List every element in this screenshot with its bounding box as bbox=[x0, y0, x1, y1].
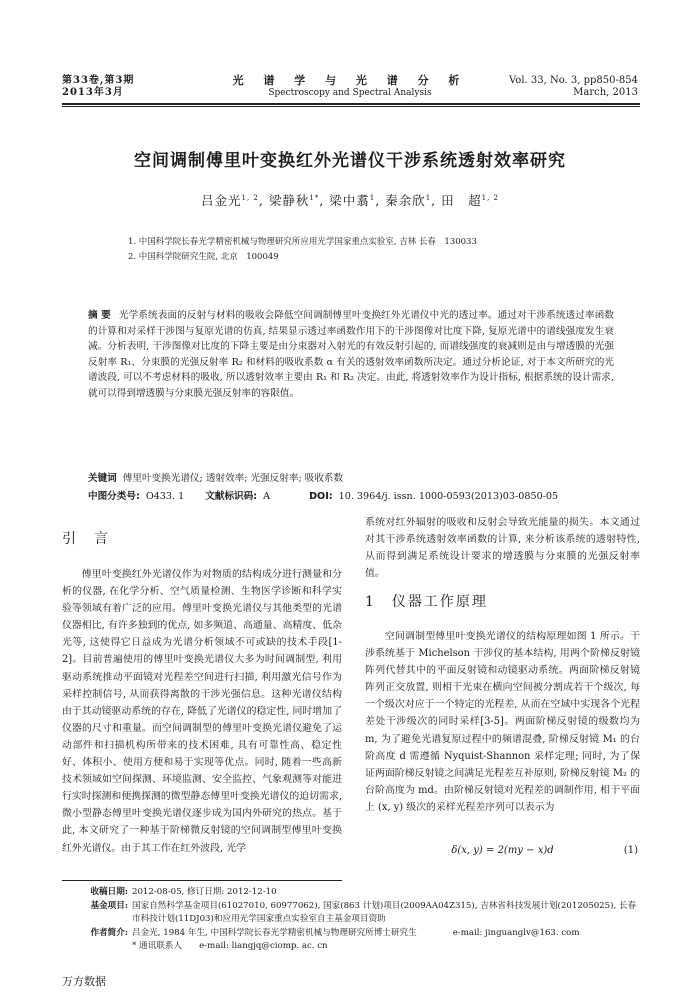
right-column-body bbox=[365, 628, 640, 816]
paper-title: 空间调制傅里叶变换红外光谱仪干涉系统透射效率研究 bbox=[134, 151, 566, 171]
footnote-corresponding bbox=[62, 940, 640, 954]
clc-code: O433. 1 bbox=[145, 491, 185, 502]
author-list: 吕金光$^{1, 2}$, 梁静秋$^{1*}$, 梁中翥$^1$, 秦余欣$^1$, 田 超$^{1, 2}$ bbox=[200, 193, 499, 208]
keywords-text: 傅里叶变换光谱仪; 透射效率; 光强反射率; 吸收系数 bbox=[122, 473, 344, 484]
author-affiliation-mark: 1, 2 bbox=[241, 193, 259, 202]
keywords bbox=[88, 472, 628, 486]
clc-label: 中图分类号: bbox=[88, 491, 140, 502]
abstract-label: 摘 要 bbox=[88, 310, 111, 321]
author-name: 吕金光 bbox=[200, 193, 242, 208]
doc-code: A bbox=[263, 491, 271, 502]
paragraph: 傅里叶变换红外光谱仪作为对物质的结构成分进行测量和分析的仪器, 在化学分析、空气质量检测、生物医学诊断和科学实验等领域有着广泛的应用。傅里叶变换光谱仪与其他类型的光谱仪器相比, 有许多独到的优点, 如多频道、高通量、高精度、低杂光等, 这使得它日益成为光谱分析领域不可或缺的技术手段[1-2]。目前普遍使用的傅里叶变换光谱仪大多为时间调制型, 利用驱动系统推动平面镜对光程差空间进行扫描, 利用激光信号作为采样控制信号, 从而获得离散的干涉光强信息。这种光谱仪结构由于其动镜驱动系统的存在, 降低了光谱仪的稳定性, 同时增加了仪器的尺寸和重量。而空间调制型的傅里叶变换光谱仪避免了运动部件和扫描机构所带来的技术困难, 具有可靠性高、稳定性好、体积小、使用方便和易于实现等优点。同时, 随着一些高新技术领域如空间探测、环境监测、安全监控、气象观测等对能进行实时探测和便携探测的微型静态傅里叶变换光谱仪的迫切需求, 微小型静态傅里叶变换光谱仪逐步成为国内外研究的热点。基于此, 本文研究了一种基于阶梯微反射镜的空间调制型傅里叶变换红外光谱仪。由于其工作在红外波段, 光学 bbox=[62, 569, 342, 854]
footnote-label: 作者简介: bbox=[90, 927, 128, 938]
header-volume-cn: 第33卷,第3期 bbox=[62, 75, 135, 86]
footnote-text: 2012-08-05, 修订日期: 2012-12-10 bbox=[132, 887, 277, 897]
footnote-rule bbox=[62, 880, 342, 881]
header-date-en: March, 2013 bbox=[573, 87, 638, 98]
journal-name-en: Spectroscopy and Spectral Analysis bbox=[268, 88, 432, 98]
paragraph: 系统对红外辐射的吸收和反射会导致光能量的损失。本文通过对其干涉系统透射效率函数的计算, 来分析该系统的透射特性, 从而得到满足系统设计要求的增透膜与分束膜的光强反射率值。 bbox=[365, 517, 640, 580]
author-name: 梁中翥 bbox=[329, 193, 370, 208]
footnote-text: * 通讯联系人 e-mail: liangjq@ciomp. ac. cn bbox=[132, 941, 328, 951]
footnote-funding bbox=[62, 900, 640, 927]
author-affiliation-mark: 1 bbox=[425, 193, 432, 202]
affiliation-2: 2. 中国科学院研究生院, 北京 100049 bbox=[128, 252, 279, 262]
classification-line bbox=[88, 490, 628, 504]
abstract bbox=[88, 308, 614, 401]
left-column-body bbox=[62, 566, 342, 857]
header-issue bbox=[509, 75, 638, 99]
doc-code-label: 文献标识码: bbox=[205, 491, 258, 502]
equation-1 bbox=[365, 845, 640, 856]
abstract-text: 光学系统表面的反射与材料的吸收会降低空间调制傅里叶变换红外光谱仪中光的透过率。通过对干涉系统透过率函数的计算和对采样干涉图与复原光谱的仿真, 结果显示透过率函数作用下的干涉图像对比度下降, 复原光谱中的谱线强度发生衰减。分析表明, 干涉图像对比度的下降主要是由分束器对入射光的有效反射引起的, 而谱线强度的衰减则是由与增透膜的光强反射率 R₁、分束膜的光强反射率 R₂ 和材料的吸收系数 α 有关的透射效率函数所决定。通过分析论证, 对于本文所研究的光谱波段, 可以不考虑材料的吸收, 所以透射效率主要由 R₁ 和 R₂ 决定。由此, 将透射效率作为设计指标, 根据系统的设计需求, 就可以得到增透膜与分束膜光强反射率的容限值。 bbox=[88, 310, 615, 399]
footnote-label: 收稿日期: bbox=[90, 887, 128, 897]
section-heading-1: 1 仪器工作原理 bbox=[365, 594, 488, 610]
footnote-text: 国家自然科学基金项目(61027010, 60977062), 国家(863 计划)项目(2009AA04Z315), 吉林省科技发展计划(201205025), 长春市科技计划(11DJ03)和应用光学国家重点实验室自主基金项目资助 bbox=[132, 900, 637, 924]
author-name: 梁静秋 bbox=[268, 193, 310, 208]
section-heading-intro: 引 言 bbox=[62, 531, 110, 547]
journal-name-cn: 光 谱 学 与 光 谱 分 析 bbox=[232, 74, 468, 87]
footnote-received bbox=[62, 886, 640, 900]
author-affiliation-mark: 1 bbox=[369, 193, 376, 202]
header-rule-thin bbox=[62, 106, 640, 107]
author-email[interactable]: e-mail: jinguanglv@163. com bbox=[452, 927, 580, 938]
affiliation-1: 1. 中国科学院长春光学精密机械与物理研究所应用光学国家重点实验室, 吉林 长春 130033 bbox=[128, 237, 477, 247]
footnote-label bbox=[62, 940, 128, 954]
footnote-author-bio bbox=[62, 927, 640, 941]
author-name: 田 超 bbox=[441, 193, 482, 208]
footnote-text: 吕金光, 1984 年生, 中国科学院长春光学精密机械与物理研究所博士研究生 bbox=[132, 927, 417, 938]
header-volume-en: Vol. 33, No. 3, pp850-854 bbox=[509, 75, 638, 86]
doi-label: DOI: bbox=[309, 491, 333, 502]
author-affiliation-mark: 1, 2 bbox=[481, 193, 499, 202]
keywords-label: 关键词 bbox=[88, 473, 117, 484]
footnotes bbox=[62, 886, 640, 954]
watermark-text: 万方数据 bbox=[62, 975, 106, 988]
author-affiliation-mark: 1* bbox=[309, 193, 320, 202]
header-rule bbox=[62, 103, 640, 105]
doi: 10. 3964/j. issn. 1000-0593(2013)03-0850-05 bbox=[338, 491, 559, 502]
header-date-cn: 2013年3月 bbox=[62, 87, 124, 98]
equation-text: δ(x, y) = 2(my − x)d bbox=[451, 845, 554, 856]
paragraph: 空间调制型傅里叶变换光谱仪的结构原理如图 1 所示。干涉系统基于 Michelson 干涉仪的基本结构, 用两个阶梯反射镜阵列代替其中的平面反射镜和动镜驱动系统。两面阶梯反射镜阵列正交放置, 则相干光束在横向空间被分割成若干个级次, 每一个级次对应于一个特定的光程差, 从而在空域中实现各个光程差处干涉级次的同时采样[3-5]。两面阶梯反射镜的级数均为 m, 为了避免光谱复原过程中的频谱混叠, 阶梯反射镜 M₁ 的台阶高度 d 需遵循 Nyquist-Shannon 采样定理; 同时, 为了保证两面阶梯反射镜之间满足光程差互补原则, 阶梯反射镜 M₂ 的台阶高度为 md。由阶梯反射镜对光程差的调制作用, 相干平面上 (x, y) 级次的采样光程差序列可以表示为 bbox=[365, 631, 640, 813]
footnote-label: 基金项目: bbox=[90, 900, 128, 911]
equation-number: (1) bbox=[623, 845, 638, 856]
right-column-top bbox=[365, 514, 640, 582]
author-name: 秦余欣 bbox=[385, 193, 426, 208]
